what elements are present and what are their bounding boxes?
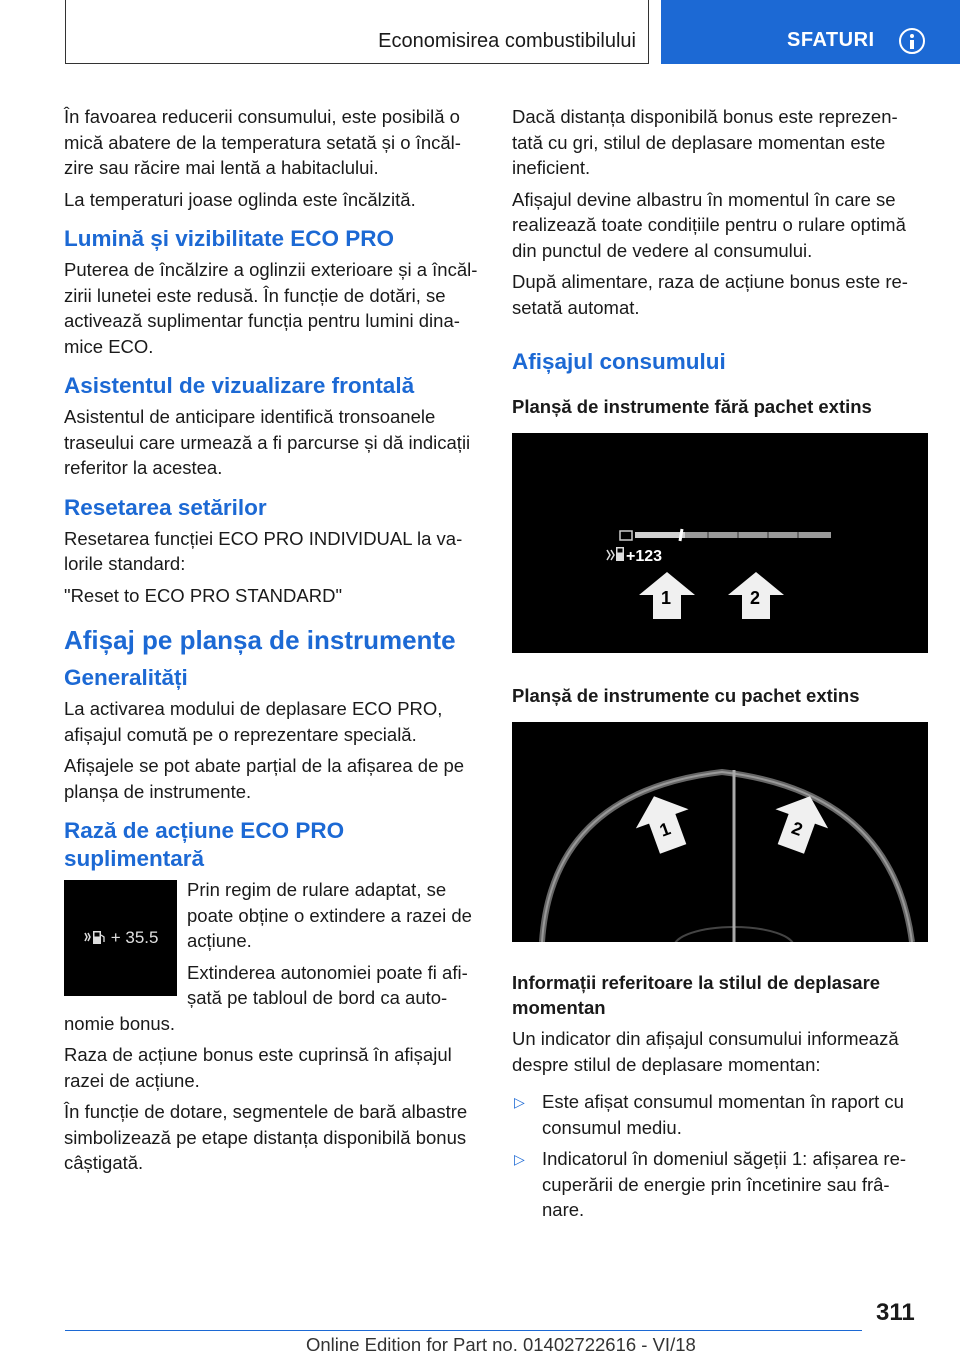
arrow-2-icon [765, 787, 837, 859]
paragraph: Afișajul devine albastru în momentul în care se realizează toate condițiile pentru o rulare optimă din punctul de vedere al consumului. [512, 188, 906, 261]
footer-divider [65, 1330, 862, 1331]
paragraph: Dacă distanța disponibilă bonus este reprezen-tată cu gri, stilul de deplasare momentan este ineficient. [512, 106, 898, 178]
heading-instrument-display: Afișaj pe planșa de instrumente [64, 625, 456, 655]
heading-bonus-range: Rază de acțiune ECO PRO suplimentară [64, 818, 345, 871]
info-icon [899, 28, 925, 54]
right-column [512, 104, 928, 1229]
paragraph: Puterea de încălzire a oglinzii exterioare și a încăl-zirii lunetei este redusă. În funcție de dotări, se activează suplimentar funcția pentru lumini dina-mice ECO. [64, 259, 478, 357]
heading-hud-assistant: Asistentul de vizualizare frontală [64, 373, 415, 398]
list-item [512, 1146, 928, 1223]
paragraph: Afișajele se pot abate parțial de la afișarea de pe planșa de instrumente. [64, 755, 465, 802]
fuel-pump-icon [84, 929, 106, 945]
left-column [64, 104, 480, 1182]
fuel-bonus-value: +123 [626, 548, 663, 565]
heading-extended-cluster: Planșă de instrumente cu pachet extins [512, 685, 860, 706]
heading-light-visibility: Lumină și vizibilitate ECO PRO [64, 226, 395, 251]
paragraph: La activarea modului de deplasare ECO PRO, afișajul comută pe o reprezentare specială. [64, 698, 443, 745]
paragraph: Extinderea autonomiei poate fi afi-șată pe tabloul de bord ca auto-nomie bonus. [64, 961, 468, 1034]
paragraph: Asistentul de anticipare identifică tronsoanele traseului care urmează a fi parcurse și dă indicații referitor la acestea. [64, 406, 471, 478]
footer-edition: Online Edition for Part no. 01402722616 - VI/18 [306, 1334, 696, 1355]
svg-text:1: 1 [661, 588, 672, 608]
list-item-text: Indicatorul în domeniul săgeții 1: afișarea re-cuperării de energie prin încetinire sau frâ-nare. [542, 1148, 907, 1220]
svg-text:1: 1 [656, 818, 674, 841]
paragraph: Un indicator din afișajul consumului informează despre stilul de deplasare momentan: [512, 1028, 899, 1075]
paragraph: Prin regim de rulare adaptat, se poate obține o extindere a razei de acțiune. [187, 879, 472, 951]
triangle-bullet-icon: ▷ [514, 1094, 525, 1110]
paragraph: La temperaturi joase oglinda este încălzită. [64, 188, 416, 210]
tips-tab[interactable] [661, 0, 960, 64]
bonus-range-value: + 35.5 [110, 928, 159, 947]
bonus-range-section [64, 877, 480, 1176]
svg-text:2: 2 [750, 588, 761, 608]
arrow-1-icon [628, 787, 700, 859]
basic-cluster-graphic [512, 433, 928, 653]
heading-basic-cluster: Planșă de instrumente fără pachet extins [512, 396, 872, 417]
paragraph: Resetarea funcției ECO PRO INDIVIDUAL la va-lorile standard: [64, 527, 463, 574]
heading-consumption-display: Afișajul consumului [512, 349, 726, 374]
basic-cluster-image [512, 433, 928, 653]
heading-reset-settings: Resetarea setărilor [64, 494, 267, 520]
page-number: 311 [876, 1299, 915, 1326]
reset-command: "Reset to ECO PRO STANDARD" [64, 584, 343, 606]
bonus-range-image [64, 880, 177, 996]
extended-cluster-image [512, 722, 928, 942]
fuel-pump-icon [607, 547, 624, 561]
bonus-range-readout [84, 928, 158, 948]
heading-general: Generalități [64, 665, 188, 690]
paragraph: Raza de acțiune bonus este cuprinsă în afișajul razei de acțiune. [64, 1044, 452, 1091]
svg-text:2: 2 [788, 817, 806, 840]
arrow-1-icon [639, 572, 695, 619]
list-item [512, 1089, 928, 1140]
header-section-box [65, 0, 649, 64]
section-title: Economisirea combustibilului [378, 30, 636, 52]
paragraph: În favoarea reducerii consumului, este posibilă o mică abatere de la temperatura setată și o încăl-zire sau răcire mai lentă a habitaclului. [64, 106, 461, 178]
tips-tab-label: SFATURI [787, 29, 875, 51]
arrow-2-icon [728, 572, 784, 619]
list-item-text: Este afișat consumul momentan în raport cu consumul mediu. [542, 1091, 904, 1138]
paragraph: După alimentare, raza de acțiune bonus este re-setată automat. [512, 271, 908, 318]
paragraph: În funcție de dotare, segmentele de bară albastre simbolizează pe etape distanța disponibilă bonus câștigată. [64, 1101, 468, 1173]
triangle-bullet-icon: ▷ [514, 1151, 525, 1167]
heading-driving-style: Informații referitoare la stilul de deplasare momentan [512, 972, 881, 1018]
extended-cluster-graphic [512, 722, 928, 942]
